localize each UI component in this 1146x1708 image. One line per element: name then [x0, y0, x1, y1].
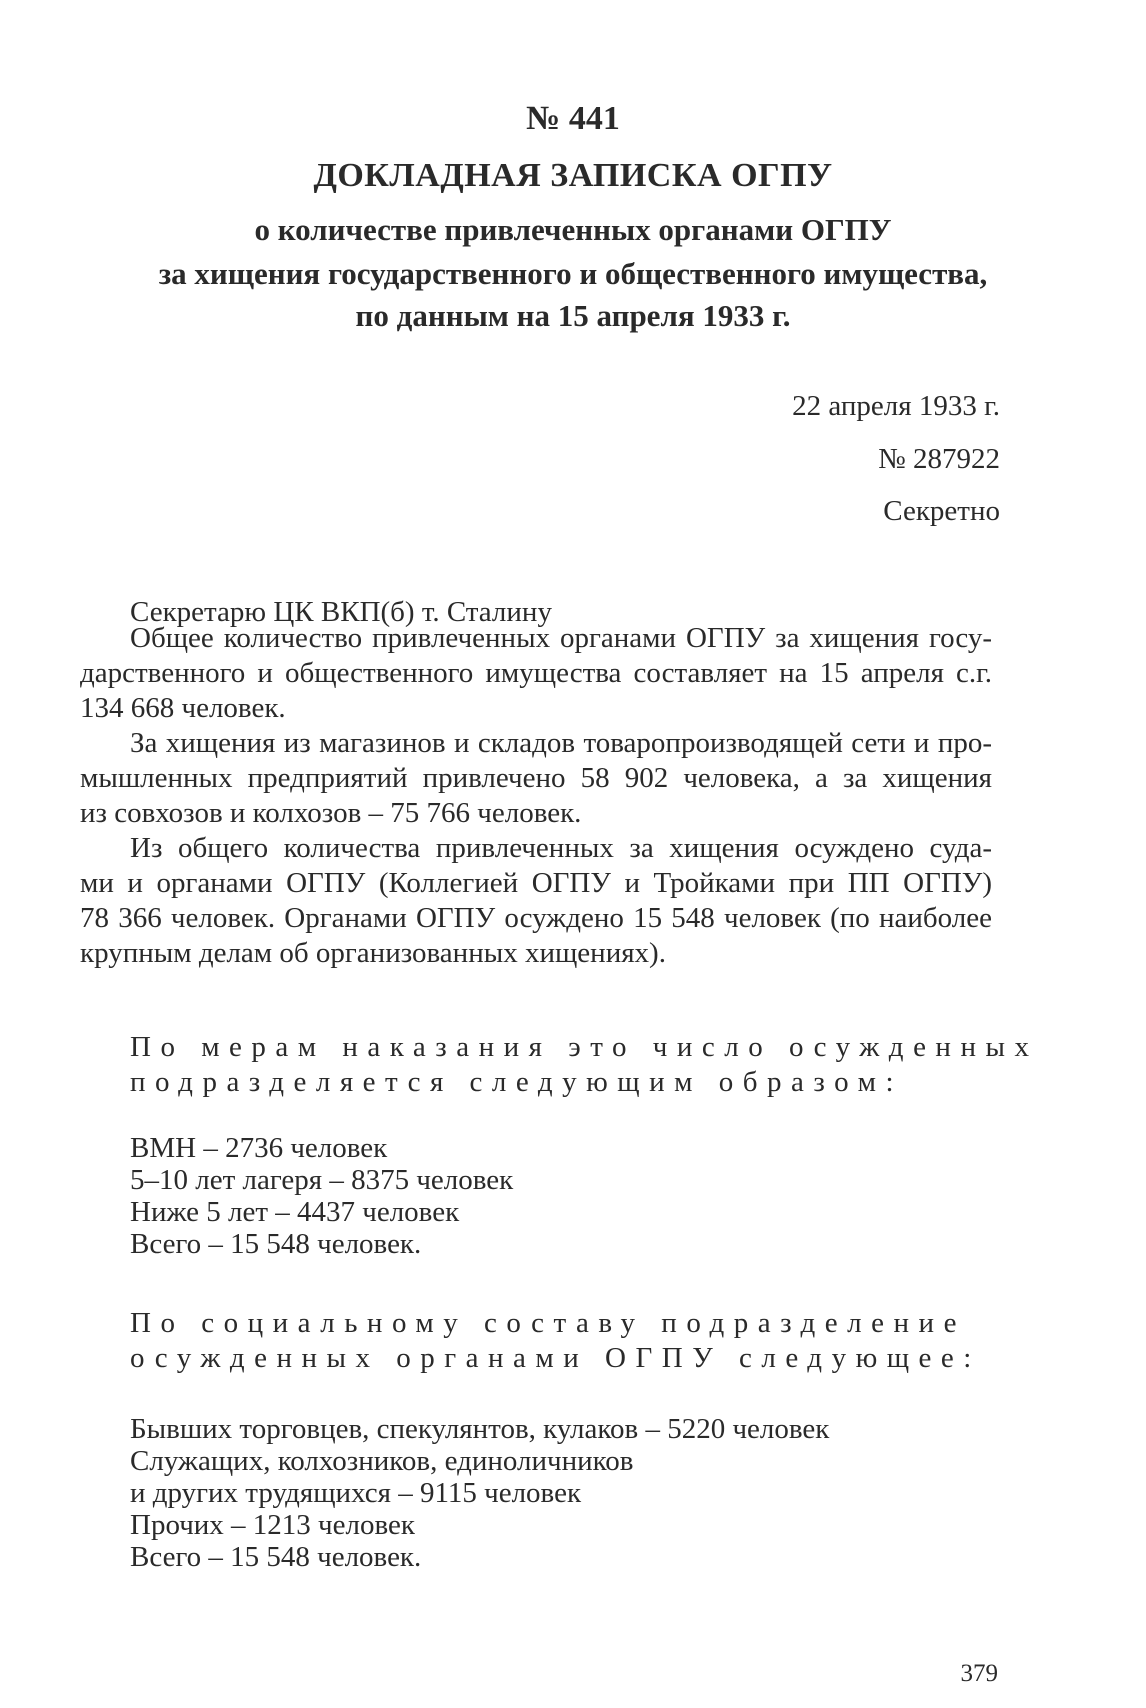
paragraph-line: За хищения из магазинов и складов товаропроизводящей сети и про-	[130, 727, 992, 759]
paragraph-line: ми и органами ОГПУ (Коллегией ОГПУ и Тройками при ПП ОГПУ)	[80, 867, 992, 899]
subtitle-line: о количестве привлеченных органами ОГПУ	[254, 212, 892, 247]
document-number: № 441	[526, 100, 620, 137]
paragraph-1	[80, 621, 992, 726]
registration-number: № 287922	[878, 443, 1000, 475]
document-title: ДОКЛАДНАЯ ЗАПИСКА ОГПУ	[313, 157, 833, 194]
paragraph-line: из совхозов и колхозов – 75 766 человек.	[80, 797, 582, 829]
paragraph-line: крупным делам об организованных хищениях).	[80, 937, 666, 969]
paragraph-line: 78 366 человек. Органами ОГПУ осуждено 15 548 человек (по наиболее	[80, 902, 992, 934]
list-item: Прочих – 1213 человек	[130, 1509, 415, 1541]
subtitle-line: по данным на 15 апреля 1933 г.	[355, 298, 791, 333]
paragraph-line: 134 668 человек.	[80, 692, 286, 724]
heading-line: По социальному составу подразделение	[130, 1307, 966, 1339]
list-item: Всего – 15 548 человек.	[130, 1228, 422, 1260]
paragraph-3	[80, 831, 992, 971]
list-item: и других трудящихся – 9115 человек	[130, 1477, 582, 1509]
social-list	[130, 1413, 829, 1573]
heading-line: осужденных органами ОГПУ следующее:	[130, 1342, 981, 1374]
paragraph-line: Из общего количества привлеченных за хищения осуждено суда-	[130, 832, 992, 864]
punishment-heading	[130, 1030, 1038, 1100]
list-item: Служащих, колхозников, единоличников	[130, 1445, 634, 1477]
heading-line: подразделяется следующим образом:	[130, 1066, 904, 1098]
subtitle-line: за хищения государственного и общественного имущества,	[158, 256, 988, 291]
list-item: ВМН – 2736 человек	[130, 1132, 388, 1164]
addressee: Секретарю ЦК ВКП(б) т. Сталину	[130, 596, 552, 628]
social-heading	[130, 1306, 981, 1376]
paragraph-line: дарственного и общественного имущества составляет на 15 апреля с.г.	[80, 657, 992, 689]
classification-label: Секретно	[883, 495, 1000, 527]
paragraph-2	[80, 726, 992, 831]
punishment-list	[130, 1132, 513, 1260]
page-number: 379	[960, 1660, 998, 1687]
list-item: Бывших торговцев, спекулянтов, кулаков – 5220 человек	[130, 1413, 830, 1445]
heading-line: По мерам наказания это число осужденных	[130, 1031, 1039, 1063]
list-item: Всего – 15 548 человек.	[130, 1541, 422, 1573]
list-item: Ниже 5 лет – 4437 человек	[130, 1196, 460, 1228]
document-date: 22 апреля 1933 г.	[792, 390, 1000, 422]
list-item: 5–10 лет лагеря – 8375 человек	[130, 1164, 514, 1196]
paragraph-line: Общее количество привлеченных органами ОГПУ за хищения госу-	[130, 622, 992, 654]
paragraph-line: мышленных предприятий привлечено 58 902 человека, а за хищения	[80, 762, 992, 794]
